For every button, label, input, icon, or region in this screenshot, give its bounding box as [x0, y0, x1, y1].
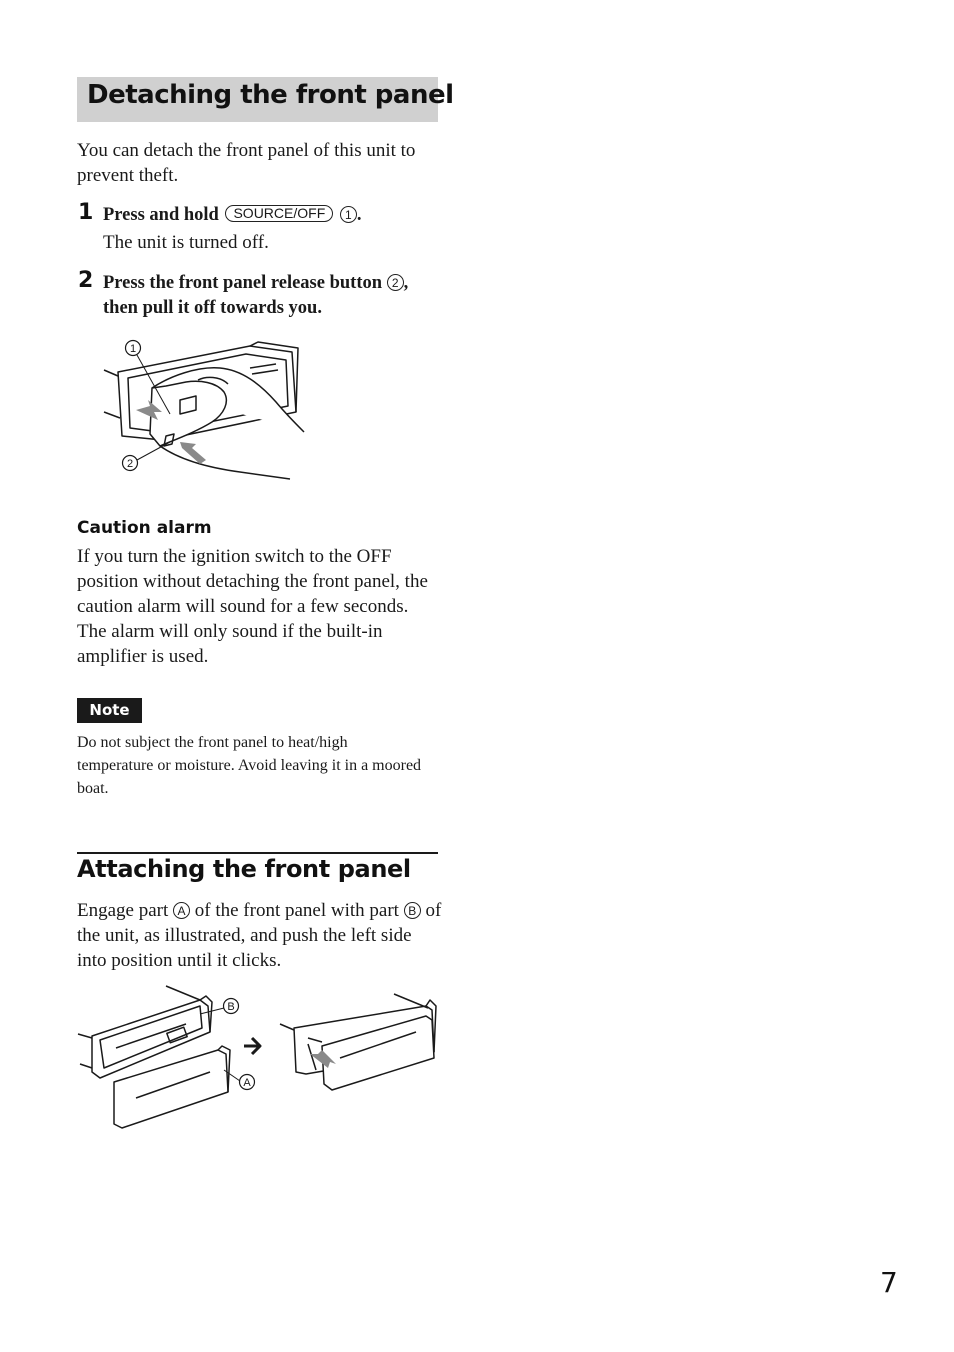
step-2-bold-text: Press the front panel release button [103, 273, 383, 293]
step-1-bold-text: Press and hold [103, 205, 219, 225]
caution-title: Caution alarm [77, 518, 212, 538]
note-label: Note [77, 698, 142, 723]
step-1-result: The unit is turned off. [103, 232, 269, 253]
intro-paragraph: You can detach the front panel of this unit to prevent theft. [77, 140, 416, 186]
section-divider [77, 852, 438, 854]
callout-2-icon: 2 [387, 274, 404, 291]
figure-callout-a-label: A [243, 1077, 251, 1089]
step-1-period: . [356, 205, 362, 225]
source-off-button-label: SOURCE/OFF [225, 205, 333, 222]
note-text: Do not subject the front panel to heat/high temperature or moisture. Avoid leaving it in a moored boat. [77, 734, 422, 797]
step-2-comma: , [403, 273, 409, 293]
caution-text: If you turn the ignition switch to the OFF position without detaching the front panel, the caution alarm will sound for a few seconds. The alarm will only sound if the built-in amplifier is used. [77, 546, 428, 667]
section-title-attaching: Attaching the front panel [77, 855, 411, 883]
callout-1-icon: 1 [340, 206, 357, 223]
page-number: 7 [880, 1266, 898, 1299]
detach-illustration [100, 336, 310, 484]
step-2-number: 2 [78, 268, 94, 293]
figure-callout-b-label: B [227, 1001, 235, 1013]
part-b-icon: B [404, 902, 421, 919]
attach-illustration [76, 984, 440, 1132]
step-1 [103, 203, 443, 255]
attach-text-2: of the front panel with part [194, 900, 399, 921]
attach-text-1: Engage part [77, 900, 169, 921]
attach-paragraph [77, 898, 442, 973]
section-title-detaching: Detaching the front panel [87, 80, 454, 110]
step-2-line-2: then pull it off towards you. [103, 298, 322, 318]
part-a-icon: A [173, 902, 190, 919]
step-2 [103, 271, 448, 321]
step-2-line-1 [103, 271, 448, 296]
step-1-instruction [103, 203, 443, 228]
attach-text-3: of the unit, as illustrated, and push the left side into position until it clicks. [77, 900, 442, 971]
figure-callout-2-label: 2 [126, 458, 134, 470]
figure-callout-1-label: 1 [129, 343, 137, 355]
step-1-number: 1 [78, 200, 94, 225]
